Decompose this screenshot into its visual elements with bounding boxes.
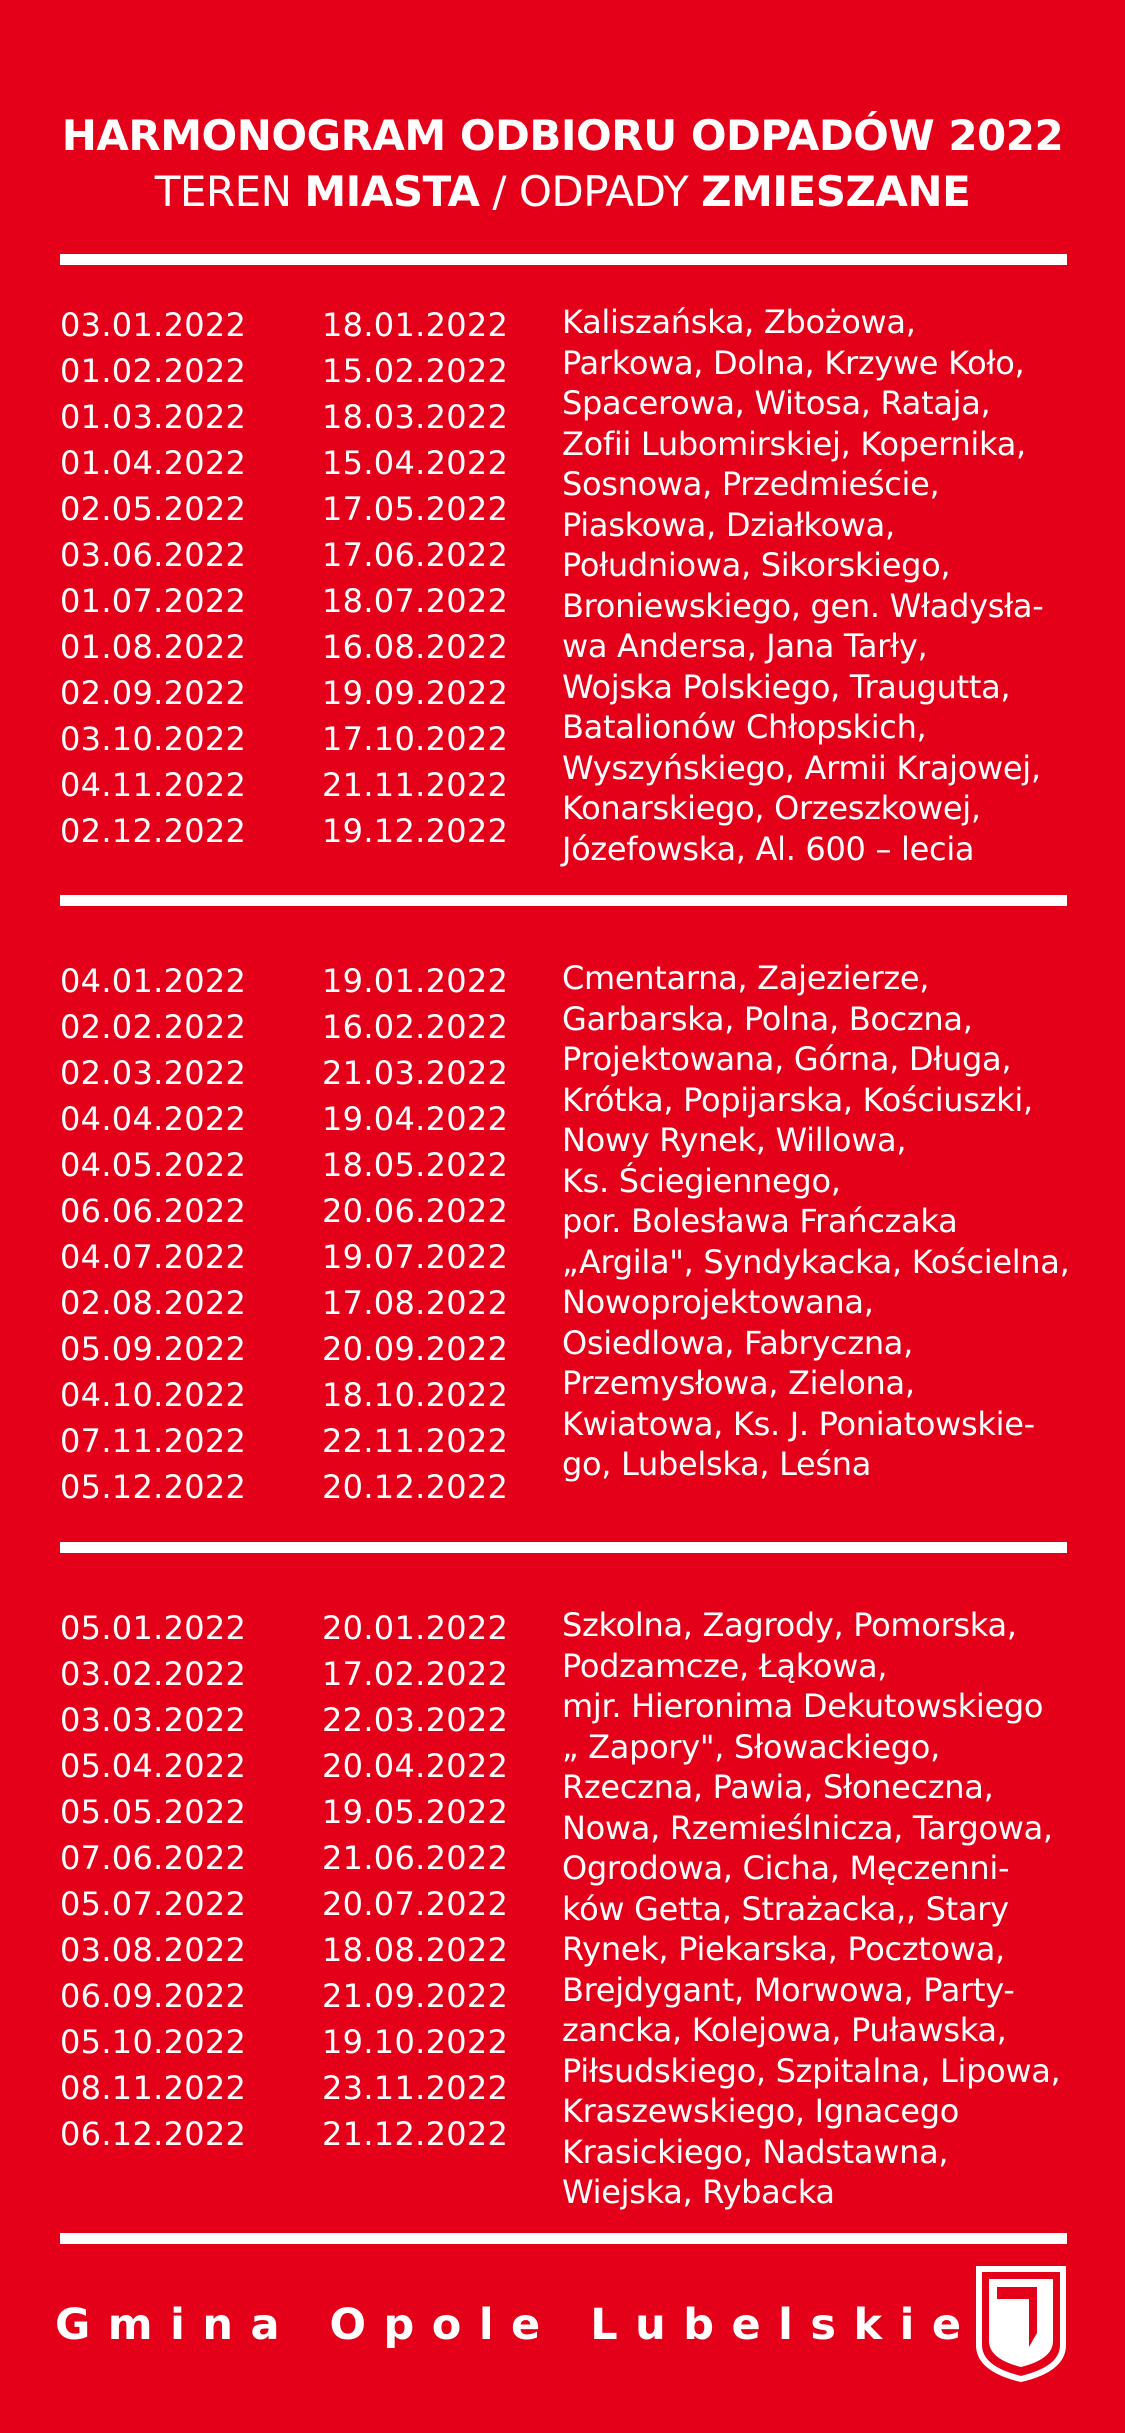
collection-date: 20.07.2022 [322, 1885, 509, 1923]
street-line: „ Zapory", Słowackiego, [562, 1727, 940, 1766]
collection-date: 21.11.2022 [322, 766, 509, 804]
street-line: Piłsudskiego, Szpitalna, Lipowa, [562, 2051, 1061, 2090]
street-list [562, 302, 1072, 869]
street-line: Krasickiego, Nadstawna, [562, 2132, 949, 2171]
collection-date: 03.03.2022 [60, 1701, 247, 1739]
street-line: go, Lubelska, Leśna [562, 1445, 872, 1483]
street-line: por. Bolesława Frańczaka [562, 1202, 958, 1240]
street-line: Konarskiego, Orzeszkowej, [562, 789, 981, 827]
street-line: Ks. Ściegiennego, [562, 1161, 841, 1200]
collection-date: 04.07.2022 [60, 1238, 247, 1276]
street-line: Nowa, Rzemieślnicza, Targowa, [562, 1808, 1053, 1847]
street-line: „Argila", Syndykacka, Kościelna, [562, 1242, 1070, 1281]
collection-date: 01.08.2022 [60, 628, 247, 666]
street-line: Garbarska, Polna, Boczna, [562, 999, 973, 1038]
collection-date: 02.02.2022 [60, 1008, 247, 1046]
street-line: Zofii Lubomirskiej, Kopernika, [562, 424, 1026, 463]
street-line: Południowa, Sikorskiego, [562, 546, 951, 584]
date-column-first [60, 1605, 246, 2157]
collection-date: 15.02.2022 [322, 352, 509, 390]
collection-date: 05.10.2022 [60, 2023, 247, 2061]
collection-date: 18.01.2022 [322, 306, 509, 344]
street-line: Nowoprojektowana, [562, 1283, 874, 1321]
collection-date: 17.05.2022 [322, 490, 509, 528]
collection-date: 20.01.2022 [322, 1609, 509, 1647]
collection-date: 03.06.2022 [60, 536, 247, 574]
collection-date: 21.06.2022 [322, 1839, 509, 1877]
collection-date: 19.05.2022 [322, 1793, 509, 1831]
collection-date: 18.03.2022 [322, 398, 509, 436]
collection-date: 16.08.2022 [322, 628, 509, 666]
street-line: ków Getta, Strażacka,, Stary [562, 1889, 1009, 1928]
collection-date: 02.09.2022 [60, 674, 247, 712]
collection-date: 06.12.2022 [60, 2115, 247, 2153]
collection-date: 20.09.2022 [322, 1330, 509, 1368]
street-line: Parkowa, Dolna, Krzywe Koło, [562, 343, 1025, 382]
street-line: Broniewskiego, gen. Władysła- [562, 586, 1044, 625]
coat-of-arms-icon [975, 2265, 1067, 2383]
divider [60, 254, 1067, 265]
collection-date: 20.06.2022 [322, 1192, 509, 1230]
street-line: mjr. Hieronima Dekutowskiego [562, 1687, 1044, 1725]
collection-date: 05.05.2022 [60, 1793, 247, 1831]
collection-date: 01.04.2022 [60, 444, 247, 482]
collection-date: 17.10.2022 [322, 720, 509, 758]
collection-date: 04.05.2022 [60, 1146, 247, 1184]
street-list [562, 1605, 1072, 2213]
street-line: Józefowska, Al. 600 – lecia [562, 829, 975, 868]
collection-date: 07.11.2022 [60, 1422, 247, 1460]
divider [60, 895, 1067, 906]
street-line: Rzeczna, Pawia, Słoneczna, [562, 1768, 994, 1806]
collection-date: 18.10.2022 [322, 1376, 509, 1414]
collection-date: 04.10.2022 [60, 1376, 247, 1414]
collection-date: 06.09.2022 [60, 1977, 247, 2015]
street-line: Rynek, Piekarska, Pocztowa, [562, 1930, 1005, 1968]
street-line: Projektowana, Górna, Długa, [562, 1040, 1012, 1078]
collection-date: 01.03.2022 [60, 398, 247, 436]
collection-date: 17.08.2022 [322, 1284, 509, 1322]
collection-date: 03.10.2022 [60, 720, 247, 758]
collection-date: 19.10.2022 [322, 2023, 509, 2061]
street-line: Szkolna, Zagrody, Pomorska, [562, 1606, 1017, 1644]
collection-date: 05.12.2022 [60, 1468, 247, 1506]
subtitle-part-zmieszane: ZMIESZANE [701, 167, 971, 216]
collection-date: 02.03.2022 [60, 1054, 247, 1092]
collection-date: 07.06.2022 [60, 1839, 247, 1877]
collection-date: 05.09.2022 [60, 1330, 247, 1368]
collection-date: 03.01.2022 [60, 306, 247, 344]
collection-date: 03.08.2022 [60, 1931, 247, 1969]
street-line: Brejdygant, Morwowa, Party- [562, 1970, 1015, 2009]
street-line: Osiedlowa, Fabryczna, [562, 1323, 913, 1362]
street-line: Wyszyńskiego, Armii Krajowej, [562, 748, 1041, 787]
street-line: Wojska Polskiego, Traugutta, [562, 667, 1011, 706]
collection-date: 19.09.2022 [322, 674, 509, 712]
collection-date: 02.12.2022 [60, 812, 247, 850]
street-line: Podzamcze, Łąkowa, [562, 1646, 888, 1685]
collection-date: 22.03.2022 [322, 1701, 509, 1739]
date-column-second [322, 958, 508, 1510]
footer-municipality-name: Gmina Opole Lubelskie [55, 2300, 979, 2350]
collection-date: 04.04.2022 [60, 1100, 247, 1138]
collection-date: 04.01.2022 [60, 962, 247, 1000]
collection-date: 19.01.2022 [322, 962, 509, 1000]
street-line: Przemysłowa, Zielona, [562, 1364, 915, 1402]
collection-date: 16.02.2022 [322, 1008, 509, 1046]
collection-date: 19.04.2022 [322, 1100, 509, 1138]
collection-date: 22.11.2022 [322, 1422, 509, 1460]
subtitle-part-odpady: / ODPADY [479, 167, 702, 216]
street-line: Batalionów Chłopskich, [562, 708, 927, 746]
street-line: Spacerowa, Witosa, Rataja, [562, 384, 991, 422]
collection-date: 01.02.2022 [60, 352, 247, 390]
collection-date: 20.04.2022 [322, 1747, 509, 1785]
date-column-first [60, 302, 246, 854]
street-line: wa Andersa, Jana Tarły, [562, 627, 928, 665]
street-line: Piaskowa, Działkowa, [562, 505, 895, 544]
collection-date: 01.07.2022 [60, 582, 247, 620]
divider [60, 2233, 1067, 2244]
page-subtitle [0, 166, 1125, 218]
collection-date: 03.02.2022 [60, 1655, 247, 1693]
page-title: HARMONOGRAM ODBIORU ODPADÓW 2022 [61, 111, 1064, 160]
collection-date: 17.02.2022 [322, 1655, 509, 1693]
street-line: Nowy Rynek, Willowa, [562, 1121, 907, 1159]
street-line: zancka, Kolejowa, Puławska, [562, 2011, 1007, 2049]
collection-date: 21.12.2022 [322, 2115, 509, 2153]
street-line: Wiejska, Rybacka [562, 2173, 835, 2211]
street-list [562, 958, 1072, 1485]
collection-date: 18.07.2022 [322, 582, 509, 620]
collection-date: 19.07.2022 [322, 1238, 509, 1276]
collection-date: 02.05.2022 [60, 490, 247, 528]
date-column-second [322, 1605, 508, 2157]
header [0, 110, 1125, 218]
collection-date: 05.04.2022 [60, 1747, 247, 1785]
street-line: Kraszewskiego, Ignacego [562, 2092, 960, 2130]
street-line: Ogrodowa, Cicha, Męczenni- [562, 1849, 1010, 1887]
collection-date: 20.12.2022 [322, 1468, 509, 1506]
collection-date: 05.01.2022 [60, 1609, 247, 1647]
collection-date: 05.07.2022 [60, 1885, 247, 1923]
date-column-first [60, 958, 246, 1510]
street-line: Sosnowa, Przedmieście, [562, 465, 940, 503]
subtitle-part-miasta: MIASTA [304, 167, 480, 216]
collection-date: 21.09.2022 [322, 1977, 509, 2015]
collection-date: 18.08.2022 [322, 1931, 509, 1969]
collection-date: 19.12.2022 [322, 812, 509, 850]
collection-date: 04.11.2022 [60, 766, 247, 804]
subtitle-part-teren: TEREN [154, 167, 305, 216]
date-column-second [322, 302, 508, 854]
collection-date: 15.04.2022 [322, 444, 509, 482]
divider [60, 1542, 1067, 1553]
street-line: Kwiatowa, Ks. J. Poniatowskie- [562, 1404, 1035, 1443]
collection-date: 18.05.2022 [322, 1146, 509, 1184]
street-line: Krótka, Popijarska, Kościuszki, [562, 1080, 1033, 1119]
street-line: Cmentarna, Zajezierze, [562, 959, 930, 997]
collection-date: 02.08.2022 [60, 1284, 247, 1322]
collection-date: 21.03.2022 [322, 1054, 509, 1092]
collection-date: 06.06.2022 [60, 1192, 247, 1230]
collection-date: 23.11.2022 [322, 2069, 509, 2107]
street-line: Kaliszańska, Zbożowa, [562, 303, 916, 341]
collection-date: 08.11.2022 [60, 2069, 247, 2107]
collection-date: 17.06.2022 [322, 536, 509, 574]
